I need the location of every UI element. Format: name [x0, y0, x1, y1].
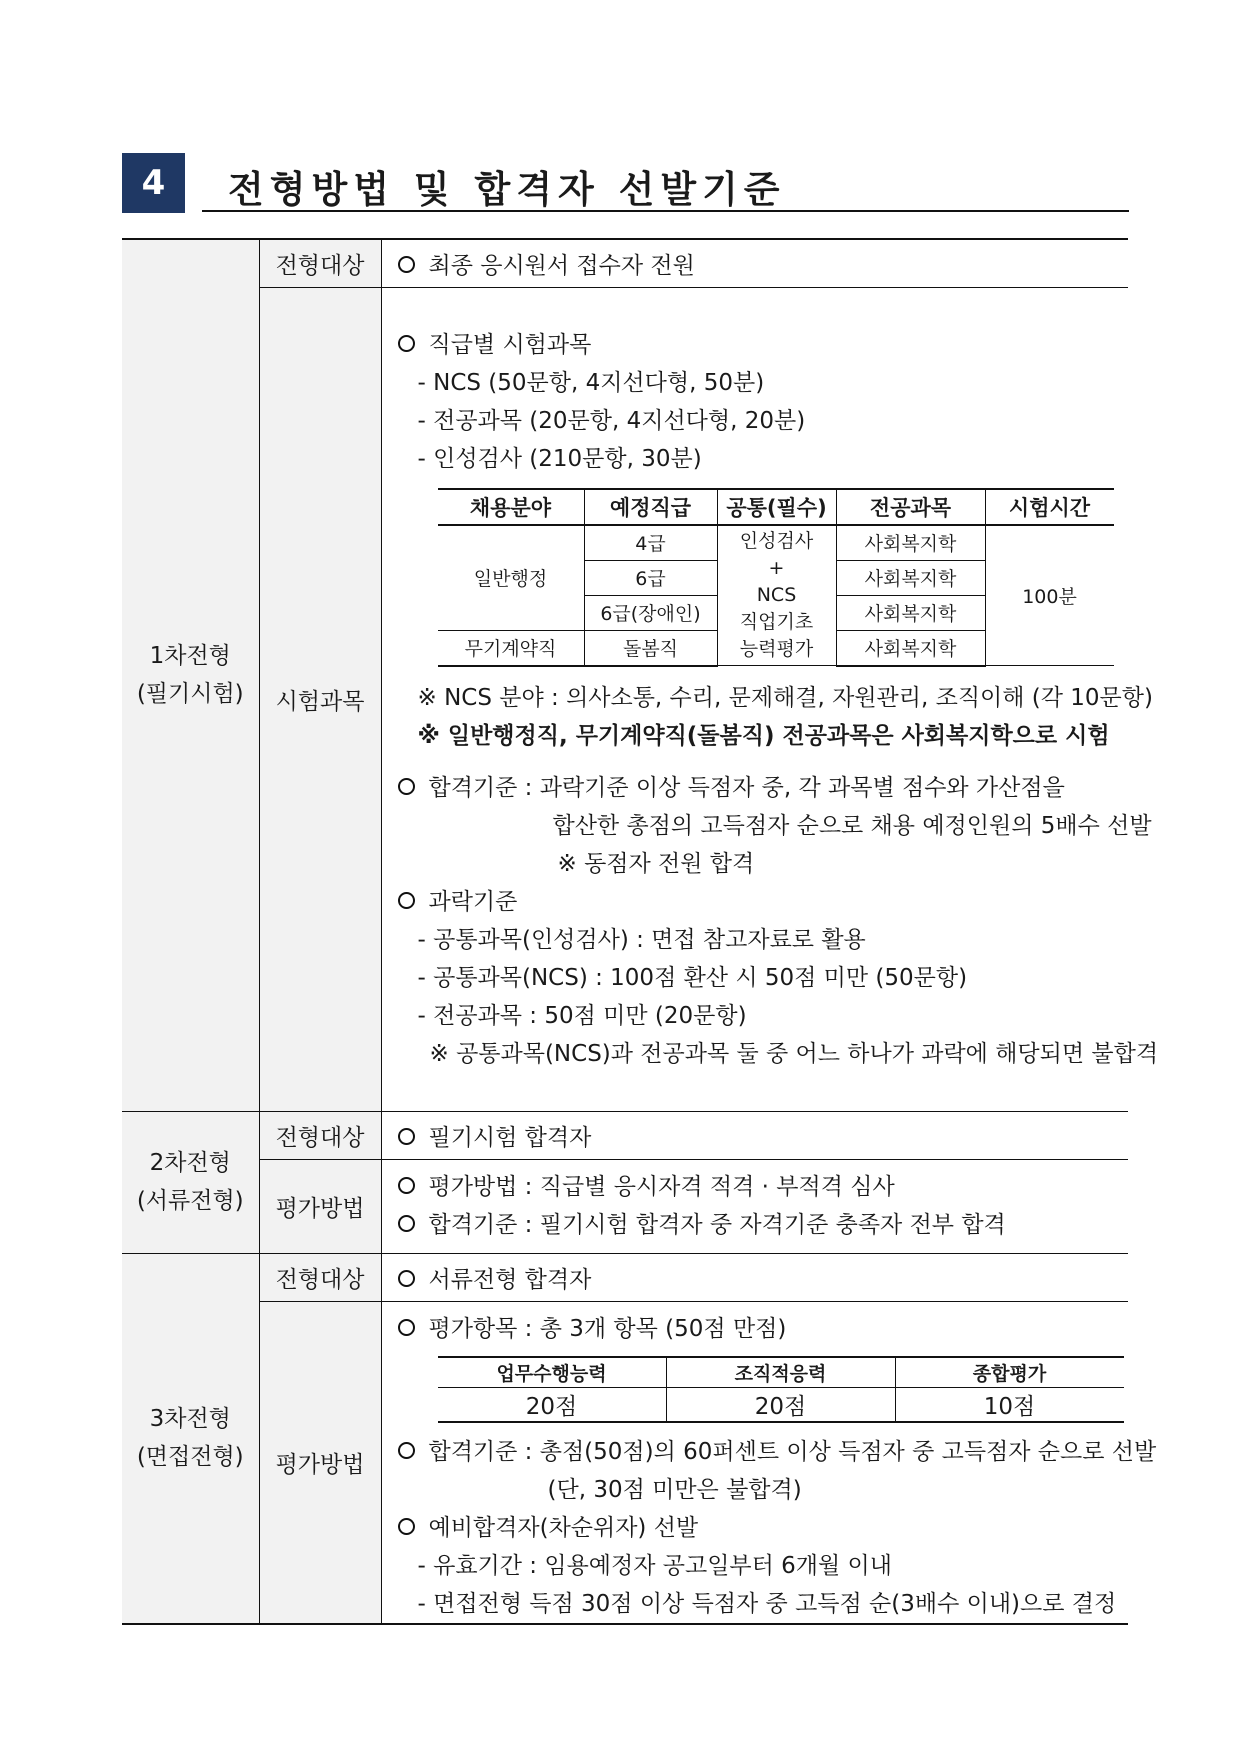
common-line: NCS: [756, 583, 797, 606]
eval-header: 종합평가: [895, 1357, 1124, 1388]
grade-cell: 6급(장애인): [584, 595, 717, 630]
fail-heading: 과락기준: [428, 888, 518, 915]
stage1-target: [381, 239, 1128, 287]
eval-score: 10점: [895, 1387, 1124, 1422]
stage1-subject-label: 시험과목: [259, 287, 381, 1111]
stage2-target-label: 전형대상: [259, 1111, 381, 1159]
th-time: 시험시간: [985, 489, 1114, 525]
major-cell: 사회복지학: [836, 560, 985, 595]
th-common: 공통(필수): [717, 489, 836, 525]
stage2-name: [122, 1111, 259, 1253]
stage3-name-line2: (면접전형): [136, 1444, 244, 1470]
stage3-pass-line: 합격기준 : 총점(50점)의 60퍼센트 이상 득점자 중 고득점자 순으로 선발: [428, 1438, 1157, 1465]
stage3-target-label: 전형대상: [259, 1253, 381, 1301]
common-line: +: [768, 556, 785, 579]
fail-item: - 전공과목 : 50점 미만 (20문항): [417, 1002, 747, 1029]
subject-table: [438, 488, 1114, 667]
field-general: 일반행정: [438, 525, 585, 631]
circle-bullet-icon: [398, 256, 415, 273]
stage2-method-label: 평가방법: [259, 1159, 381, 1253]
grade-cell: 돌봄직: [584, 630, 717, 666]
fail-item: - 공통과목(인성검사) : 면접 참고자료로 활용: [417, 926, 866, 953]
circle-bullet-icon: [398, 892, 415, 909]
circle-bullet-icon: [398, 1518, 415, 1535]
circle-bullet-icon: [398, 778, 415, 795]
th-grade: 예정직급: [584, 489, 717, 525]
common-line: 직업기초: [739, 610, 814, 633]
eval-items-line: 평가항목 : 총 3개 항목 (50점 만점): [428, 1315, 787, 1342]
reserve-item: - 면접전형 득점 30점 이상 득점자 중 고득점 순(3배수 이내)으로 결정: [417, 1590, 1117, 1617]
section-number: 4: [122, 153, 185, 213]
ncs-note: ※ NCS 분야 : 의사소통, 수리, 문제해결, 자원관리, 조직이해 (각 10문항): [417, 684, 1153, 711]
circle-bullet-icon: [398, 1442, 415, 1459]
major-note: ※ 일반행정직, 무기계약직(돌봄직) 전공과목은 사회복지학으로 시험: [417, 722, 1110, 749]
stage2-method-line: 합격기준 : 필기시험 합격자 중 자격기준 충족자 전부 합격: [428, 1212, 1006, 1238]
circle-bullet-icon: [398, 1128, 415, 1145]
stage1-target-label: 전형대상: [259, 239, 381, 287]
stage2-name-line2: (서류전형): [136, 1188, 244, 1214]
stage2-target: [381, 1111, 1128, 1159]
pass-line: 합산한 총점의 고득점자 순으로 채용 예정인원의 5배수 선발: [552, 812, 1152, 839]
th-major: 전공과목: [836, 489, 985, 525]
common-line: 인성검사: [739, 529, 814, 552]
stage3-target-text: 서류전형 합격자: [428, 1266, 592, 1293]
major-cell: 사회복지학: [836, 595, 985, 630]
reserve-heading: 예비합격자(차순위자) 선발: [428, 1514, 699, 1541]
grade-cell: 4급: [584, 525, 717, 561]
stage2-method-line: 평가방법 : 직급별 응시자격 적격 · 부적격 심사: [428, 1174, 895, 1200]
title-underline: [202, 210, 1129, 212]
circle-bullet-icon: [398, 1215, 415, 1232]
common-cell: [717, 525, 836, 666]
eval-table: [438, 1356, 1124, 1423]
eval-header: 조직적응력: [666, 1357, 895, 1388]
fail-note: ※ 공통과목(NCS)과 전공과목 둘 중 어느 하나가 과락에 해당되면 불합격: [429, 1040, 1159, 1067]
major-cell: 사회복지학: [836, 630, 985, 666]
pass-line: 합격기준 : 과락기준 이상 득점자 중, 각 과목별 점수와 가산점을: [428, 774, 1065, 801]
stage1-name-line2: (필기시험): [136, 681, 244, 708]
fail-item: - 공통과목(NCS) : 100점 환산 시 50점 미만 (50문항): [417, 964, 968, 991]
circle-bullet-icon: [398, 335, 415, 352]
stage1-subject-content: [381, 287, 1159, 1111]
stage3-method-label: 평가방법: [259, 1301, 381, 1624]
common-line: 능력평가: [739, 637, 814, 660]
subject-item: - 인성검사 (210문항, 30분): [417, 445, 702, 472]
circle-bullet-icon: [398, 1319, 415, 1336]
grade-cell: 6급: [584, 560, 717, 595]
circle-bullet-icon: [398, 1177, 415, 1194]
stage2-name-line1: 2차전형: [149, 1150, 231, 1176]
stage3-name-line1: 3차전형: [149, 1406, 231, 1432]
major-cell: 사회복지학: [836, 525, 985, 561]
section-header: [122, 153, 1129, 213]
eval-header: 업무수행능력: [438, 1357, 667, 1388]
stage1-target-text: 최종 응시원서 접수자 전원: [428, 252, 695, 279]
stage3-target: [381, 1253, 1128, 1301]
pass-note: ※ 동점자 전원 합격: [557, 850, 755, 877]
eval-score: 20점: [438, 1387, 667, 1422]
subject-item: - NCS (50문항, 4지선다형, 50분): [417, 369, 765, 396]
subject-item: - 전공과목 (20문항, 4지선다형, 20분): [417, 407, 806, 434]
eval-score: 20점: [666, 1387, 895, 1422]
circle-bullet-icon: [398, 1270, 415, 1287]
stage3-method: [381, 1301, 1157, 1624]
section-title: 전형방법 및 합격자 선발기준: [228, 168, 786, 211]
reserve-item: - 유효기간 : 임용예정자 공고일부터 6개월 이내: [417, 1552, 892, 1579]
stage3-pass-line: (단, 30점 미만은 불합격): [547, 1476, 802, 1503]
field-contract: 무기계약직: [438, 630, 585, 666]
stage1-name: [122, 239, 259, 1111]
time-cell: 100분: [985, 525, 1114, 666]
selection-table: [122, 238, 1159, 1625]
stage2-target-text: 필기시험 합격자: [428, 1124, 592, 1151]
stage2-method: [381, 1159, 1128, 1253]
stage1-name-line1: 1차전형: [149, 643, 231, 670]
th-field: 채용분야: [438, 489, 585, 525]
stage3-name: [122, 1253, 259, 1624]
subjects-heading: 직급별 시험과목: [428, 331, 592, 358]
